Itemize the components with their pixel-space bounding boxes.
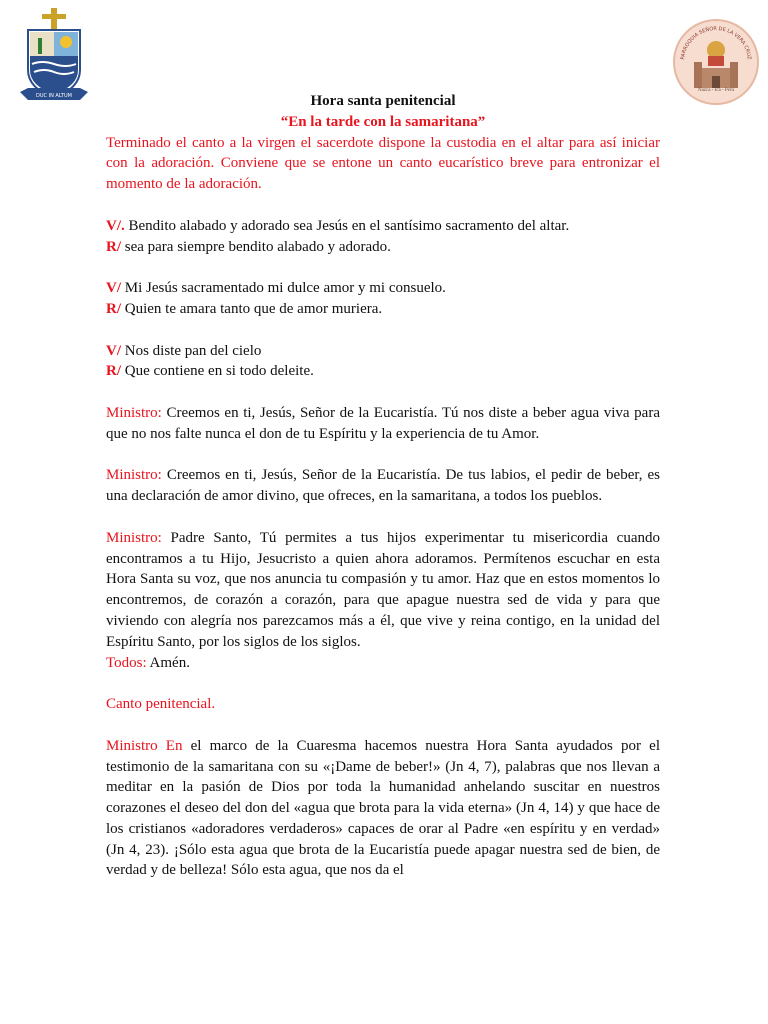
ministro-paragraph-4 — [106, 736, 660, 882]
response-text: Quien te amara tanto que de amor muriera. — [121, 300, 383, 317]
ministro-paragraph-2 — [106, 465, 660, 507]
response-label: R/ — [106, 363, 121, 380]
intro-instruction: Terminado el canto a la virgen el sacerdote dispone la custodia en el altar para así iniciar con la adoración. Conviene que se entone un canto eucarístico breve para entronizar el momento de la adoración. — [106, 134, 660, 193]
canto-penitencial: Canto penitencial. — [106, 696, 216, 713]
christ-figure-robe — [708, 56, 724, 66]
ministro-label: Ministro: — [106, 404, 162, 421]
versicle-line — [106, 341, 660, 362]
cross-horizontal — [42, 14, 66, 19]
church-tower-left — [694, 62, 702, 88]
logo-ring-text: PARROQUIA SEÑOR DE LA VERA CRUZ — [680, 25, 752, 60]
ministro-label: Ministro: — [106, 467, 162, 484]
versicle-text: Bendito alabado y adorado sea Jesús en el santísimo sacramento del altar. — [124, 217, 570, 234]
diocese-coat-of-arms-logo — [18, 8, 90, 108]
ministro-paragraph-1 — [106, 403, 660, 445]
ministro-label: Ministro En — [106, 737, 183, 754]
ministro-text: Creemos en ti, Jesús, Señor de la Eucaristía. Tú nos diste a beber agua viva para que no nos falte nunca el don de tu Espíritu y la experiencia de tu Amor. — [106, 404, 660, 442]
response-label: R/ — [106, 238, 121, 255]
ministro-label: Ministro: — [106, 529, 162, 546]
response-label: R/ — [106, 300, 121, 317]
todos-line — [106, 653, 660, 674]
document-body — [106, 91, 660, 881]
ministro-text: Creemos en ti, Jesús, Señor de la Eucaristía. De tus labios, el pedir de beber, es una declaración de amor divino, que ofreces, en la samaritana, a todos los pueblos. — [106, 467, 660, 505]
todos-text: Amén. — [146, 654, 190, 671]
todos-label: Todos: — [106, 654, 147, 671]
versicle-line — [106, 216, 660, 237]
response-line — [106, 299, 660, 320]
ministro-text: el marco de la Cuaresma hacemos nuestra Hora Santa ayudados por el testimonio de la samaritana con su «¡Dame de beber!» (Jn 4, 7), palabras que nos llevan a meditar en la pasión de Dios por toda la humanidad anhelando suscitar en nuestros corazones el deseo del don del «agua que brota para la vida eterna» (Jn 4, 14) y que hace de los cristianos «adoradores verdaderos» capaces de orar al Padre «en espíritu y en verdad» (Jn 4, 23). ¡Sólo esta agua que brota de la Eucaristía puede apagar nuestra sed de bien, de verdad y de belleza! Sólo esta agua, que nos da el — [106, 737, 660, 879]
versicle-label: V/. — [106, 217, 125, 234]
page-subtitle: “En la tarde con la samaritana” — [280, 113, 486, 130]
versicle-label: V/ — [106, 342, 121, 359]
versicle-text: Mi Jesús sacramentado mi dulce amor y mi consuelo. — [121, 280, 446, 297]
response-text: Que contiene en si todo deleite. — [121, 363, 314, 380]
response-line — [106, 237, 660, 258]
motto-text: DUC IN ALTUM — [36, 93, 72, 99]
sun-icon — [60, 36, 72, 48]
church-tower-right — [730, 62, 738, 88]
church-door — [712, 76, 720, 88]
versicle-label: V/ — [106, 280, 121, 297]
ministro-text: Padre Santo, Tú permites a tus hijos experimentar tu misericordia cuando encontramos a tu Hijo, Jesucristo a quien ahora adoramos. Permítenos escuchar en esta Hora Santa su voz, que nos anuncia tu compasión y tu amor. Haz que en estos momentos lo encontremos, de corazón a corazón, para que apague nuestra sed de vida y para que viviendo con alegría nos parezcamos más a él, que vive y reina contigo, en la unidad del Espíritu Santo, por los siglos de los siglos. — [106, 529, 660, 650]
logo-caption: Nazca - Ica - Perú — [697, 88, 735, 93]
response-text: sea para siempre bendito alabado y adorado. — [121, 238, 391, 255]
ministro-paragraph-3 — [106, 528, 660, 653]
cactus-icon — [38, 38, 42, 54]
response-line — [106, 361, 660, 382]
page-title: Hora santa penitencial — [310, 93, 456, 109]
versicle-text: Nos diste pan del cielo — [121, 342, 262, 359]
versicle-line — [106, 278, 660, 299]
